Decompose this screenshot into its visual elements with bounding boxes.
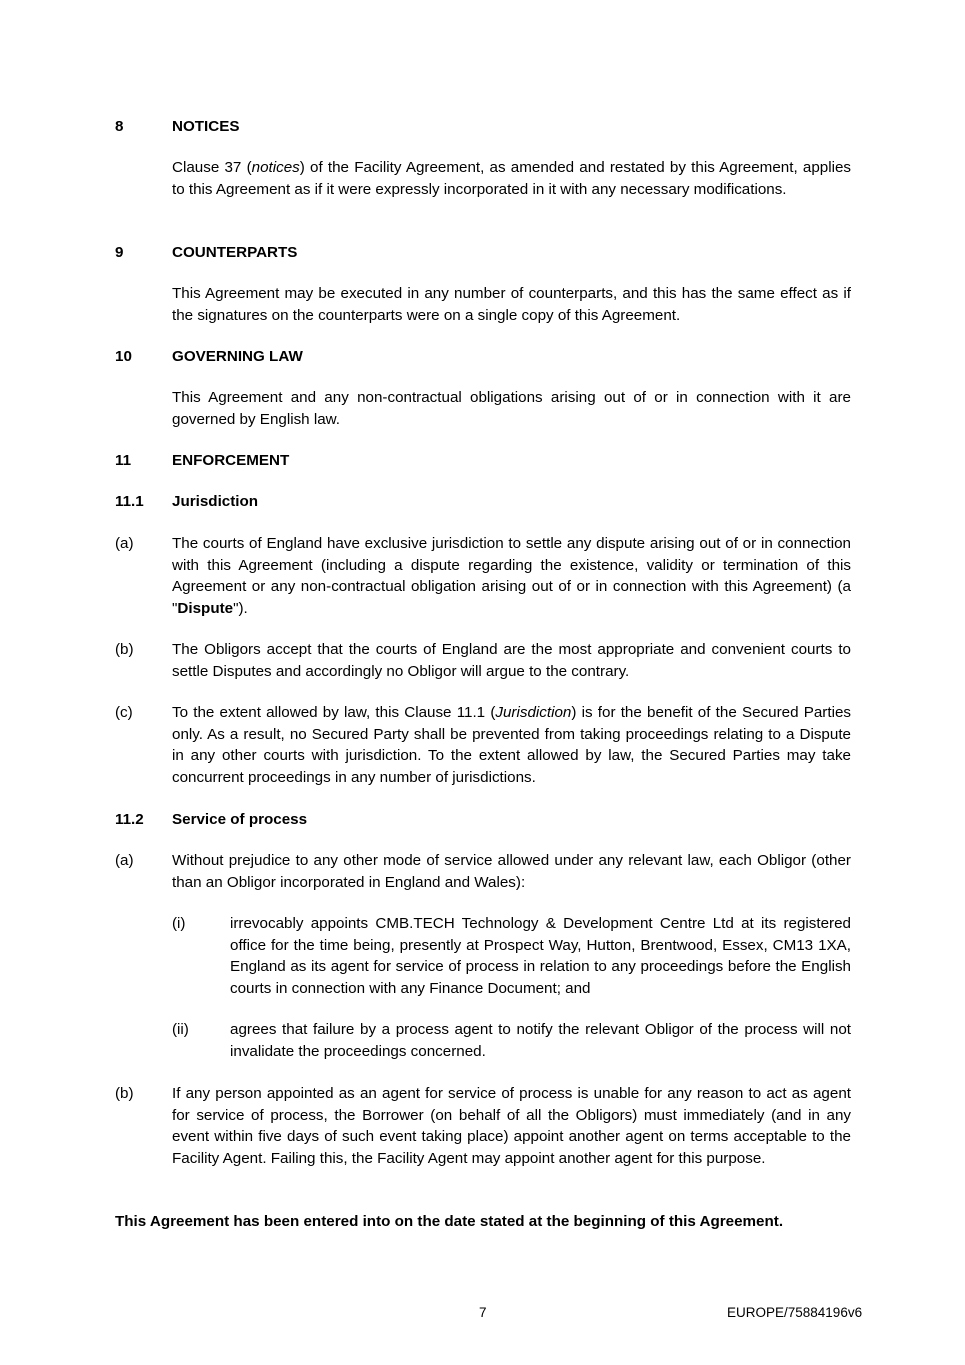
clause-11-1-number: 11.1 bbox=[115, 493, 144, 510]
document-reference: EUROPE/75884196v6 bbox=[727, 1305, 863, 1320]
section-11-heading: ENFORCEMENT bbox=[172, 452, 290, 469]
clause-11-1-a-text: The courts of England have exclusive jurisdiction to settle any dispute arising out of or in connection with this Agreement (including a dispute regarding the existence, validity or termination of this Agreement or any non-contractual obligation arising out of or in connection with this Agreement) (a "Dispute"). bbox=[172, 535, 851, 618]
section-11-number: 11 bbox=[115, 452, 132, 469]
section-8-number: 8 bbox=[115, 118, 124, 135]
clause-11-1-c-label: (c) bbox=[115, 704, 133, 721]
clause-11-2-a-label: (a) bbox=[115, 852, 134, 869]
section-10-paragraph: This Agreement and any non-contractual obligations arising out of or in connection with it are governed by English law. bbox=[172, 389, 851, 428]
section-10-number: 10 bbox=[115, 348, 132, 365]
clause-11-1-b-text: The Obligors accept that the courts of England are the most appropriate and convenient courts to settle Disputes and accordingly no Obligor will argue to the contrary. bbox=[172, 641, 851, 680]
notices-emphasis: notices bbox=[251, 159, 300, 176]
clause-11-2-a-i-text: irrevocably appoints CMB.TECH Technology & Development Centre Ltd at its registered office for the time being, presently at Prospect Way, Hutton, Brentwood, Essex, CM13 1XA, England as its agent for service of process in relation to any proceedings before the English courts in connection with any Finance Document; and bbox=[230, 915, 851, 998]
closing-statement: This Agreement has been entered into on the date stated at the beginning of this Agreement. bbox=[115, 1213, 784, 1230]
clause-11-1-c-text: To the extent allowed by law, this Clause 11.1 (Jurisdiction) is for the benefit of the Secured Parties only. As a result, no Secured Party shall be prevented from taking proceedings relating to a Dispute in any other courts with jurisdiction. To the extent allowed by law, the Secured Parties may take concurrent proceedings in any number of jurisdictions. bbox=[172, 704, 851, 787]
clause-11-1-a-label: (a) bbox=[115, 535, 134, 552]
clause-11-2-a-ii-label: (ii) bbox=[172, 1021, 189, 1038]
section-8-paragraph: Clause 37 (notices) of the Facility Agreement, as amended and restated by this Agreement, applies to this Agreement as if it were expressly incorporated in it with any necessary modifications. bbox=[172, 159, 851, 198]
clause-11-2-a-text: Without prejudice to any other mode of service allowed under any relevant law, each Obligor (other than an Obligor incorporated in England and Wales): bbox=[172, 852, 851, 891]
clause-11-2-b-label: (b) bbox=[115, 1085, 134, 1102]
section-9-number: 9 bbox=[115, 244, 124, 261]
section-9-paragraph: This Agreement may be executed in any number of counterparts, and this has the same effect as if the signatures on the counterparts were on a single copy of this Agreement. bbox=[172, 285, 851, 324]
clause-11-1-b-label: (b) bbox=[115, 641, 134, 658]
clause-11-2-a-i-label: (i) bbox=[172, 915, 186, 932]
section-8-heading: NOTICES bbox=[172, 118, 240, 135]
clause-11-2-number: 11.2 bbox=[115, 811, 144, 828]
clause-11-2-b-text: If any person appointed as an agent for service of process is unable for any reason to act as agent for service of process, the Borrower (on behalf of all the Obligors) must immediately (and in any event within five days of such event taking place) appoint another agent on terms acceptable to the Facility Agent. Failing this, the Facility Agent may appoint another agent for this purpose. bbox=[172, 1085, 851, 1168]
jurisdiction-emphasis: Jurisdiction bbox=[495, 704, 572, 721]
clause-11-2-a-ii-text: agrees that failure by a process agent to notify the relevant Obligor of the process will not invalidate the proceedings concerned. bbox=[230, 1021, 851, 1060]
clause-11-1-heading: Jurisdiction bbox=[172, 493, 259, 510]
clause-11-2-heading: Service of process bbox=[172, 811, 308, 828]
section-9-heading: COUNTERPARTS bbox=[172, 244, 298, 261]
page-number: 7 bbox=[479, 1305, 487, 1320]
dispute-definition: Dispute bbox=[177, 600, 234, 618]
section-10-heading: GOVERNING LAW bbox=[172, 348, 303, 365]
